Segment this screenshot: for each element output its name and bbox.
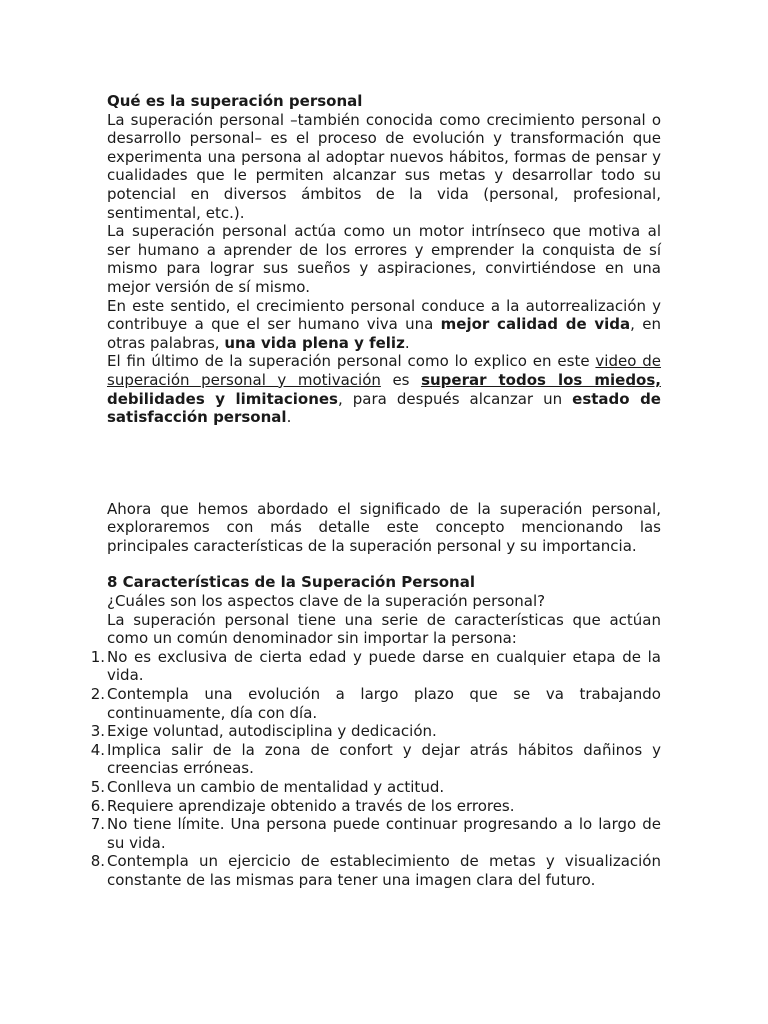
bold-phrase: debilidades y limitaciones (107, 389, 338, 408)
section-lead: La superación personal tiene una serie de características que actúan como un común denominador sin importar la persona: (107, 610, 661, 648)
list-item (90, 815, 661, 852)
text-span: , en otras palabras, (107, 315, 661, 352)
bold-phrase: mejor calidad de vida (440, 315, 631, 334)
list-item (90, 647, 661, 685)
list-number: 3. (90, 722, 105, 741)
list-number: 6. (90, 796, 105, 815)
list-number: 8. (90, 852, 105, 871)
spacer (107, 555, 661, 573)
transition-paragraph: Ahora que hemos abordado el significado de la superación personal, exploraremos con más detalle este concepto mencionando las principales características de la superación personal y su importancia. (107, 499, 661, 555)
characteristics-list (90, 647, 661, 890)
list-text: Contempla un ejercicio de establecimiento de metas y visualización constante de las mismas para tener una imagen clara del futuro. (107, 852, 661, 889)
bold-phrase: una vida plena y feliz (224, 333, 405, 352)
section-question: ¿Cuáles son los aspectos clave de la superación personal? (107, 592, 546, 611)
list-item (90, 778, 661, 797)
intro-paragraph-3 (107, 297, 661, 353)
text-span: El fin último de la superación personal como lo explico en este (107, 352, 596, 371)
section-title: 8 Características de la Superación Personal (107, 573, 475, 592)
list-number: 4. (90, 740, 105, 759)
bold-phrase: estado de satisfacción personal (107, 389, 661, 427)
list-text: Conlleva un cambio de mentalidad y actitud. (107, 778, 445, 796)
list-item (90, 685, 661, 722)
bold-link[interactable] (421, 371, 661, 389)
document-body (90, 92, 662, 890)
intro-paragraph-4 (107, 352, 661, 426)
list-item (90, 796, 661, 816)
text-span: , para después alcanzar un (337, 389, 573, 408)
list-number: 2. (90, 685, 105, 704)
list-item (90, 722, 661, 741)
list-text: Contempla una evolución a largo plazo que se va trabajando continuamente, día con día. (107, 685, 661, 722)
intro-paragraph-1: La superación personal –también conocida como crecimiento personal o desarrollo personal– es el proceso de evolución y transformación que experimenta una persona al adoptar nuevos hábitos, formas de pensar y cualidades que le permiten alcanzar sus metas y desarrollar todo su potencial en diversos ámbitos de la vida (personal, profesional, sentimental, etc.). (107, 110, 661, 222)
text-span: . (286, 408, 292, 427)
list-number: 5. (90, 778, 105, 796)
list-text: Implica salir de la zona de confort y dejar atrás hábitos dañinos y creencias erróneas. (107, 740, 661, 778)
list-item (90, 740, 661, 778)
list-text: Requiere aprendizaje obtenido a través de los errores. (107, 796, 515, 815)
list-number: 1. (90, 647, 105, 666)
intro-paragraph-2: La superación personal actúa como un motor intrínseco que motiva al ser humano a aprender de los errores y emprender la conquista de sí mismo para lograr sus sueños y aspiraciones, convirtiéndose en una mejor versión de sí mismo. (107, 222, 661, 296)
text-span: En este sentido, el crecimiento personal conduce a la autorrealización y contribuye a que el ser humano viva una (107, 296, 661, 334)
text-span: . (404, 333, 410, 352)
list-item (90, 852, 661, 889)
list-text: Exige voluntad, autodisciplina y dedicación. (107, 722, 437, 741)
page-title: Qué es la superación personal (107, 92, 363, 110)
video-link[interactable]: video de superación personal y motivación (107, 352, 662, 389)
bold-link-text: superar todos los miedos, (421, 370, 661, 389)
list-text: No tiene límite. Una persona puede continuar progresando a lo largo de su vida. (107, 815, 661, 852)
list-number: 7. (90, 815, 105, 834)
list-text: No es exclusiva de cierta edad y puede darse en cualquier etapa de la vida. (107, 647, 661, 685)
text-span: es (380, 370, 422, 389)
spacer (107, 427, 661, 500)
